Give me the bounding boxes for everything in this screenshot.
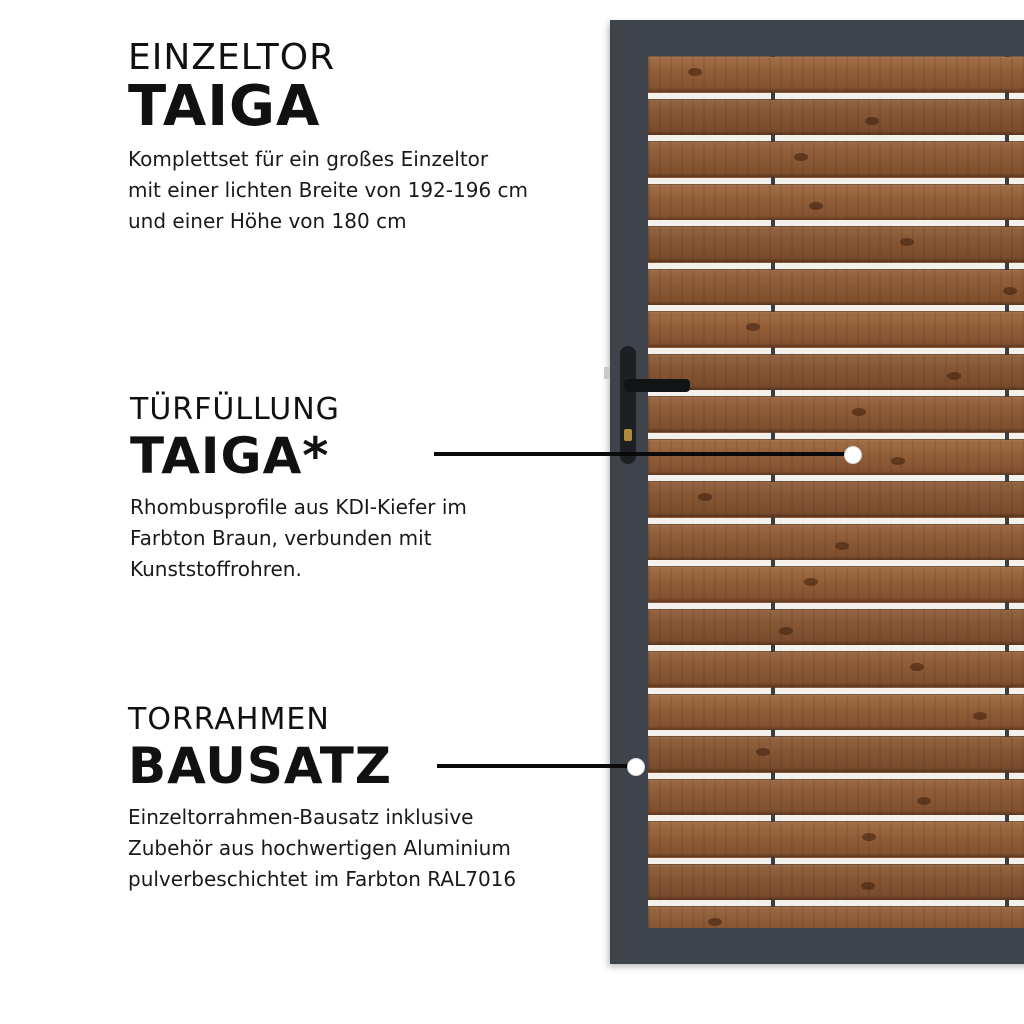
connector-tube: [1005, 602, 1009, 610]
wood-knot: [891, 457, 905, 465]
gate-infill-boards: [648, 56, 1024, 928]
wood-knot: [804, 578, 818, 586]
connector-tube: [1005, 474, 1009, 482]
connector-tube: [771, 134, 775, 142]
wood-slat: [648, 311, 1024, 347]
wood-knot: [746, 323, 760, 331]
tube-gap: [648, 518, 1024, 524]
tube-gap: [648, 730, 1024, 736]
gate-frame: [610, 20, 1024, 964]
section-torrahmen: [128, 702, 588, 895]
wood-knot: [900, 238, 914, 246]
connector-tube: [1005, 347, 1009, 355]
wood-slat: [648, 609, 1024, 645]
connector-tube: [771, 474, 775, 482]
tube-gap: [648, 263, 1024, 269]
description-line: pulverbeschichtet im Farbton RAL7016: [128, 867, 517, 891]
connector-tube: [1005, 857, 1009, 865]
wood-knot: [688, 68, 702, 76]
wood-knot: [779, 627, 793, 635]
wood-slat: [648, 226, 1024, 262]
connector-tube: [1005, 304, 1009, 312]
tube-gap: [648, 135, 1024, 141]
connector-tube: [771, 304, 775, 312]
connector-tube: [1005, 517, 1009, 525]
connector-tube: [1005, 729, 1009, 737]
keyhole-icon: [624, 429, 632, 441]
connector-tube: [771, 857, 775, 865]
tube-gap: [648, 220, 1024, 226]
connector-tube: [771, 899, 775, 907]
section-tuerfuellung: [130, 392, 590, 585]
tube-gap: [648, 688, 1024, 694]
wood-slat: [648, 396, 1024, 432]
tube-gap: [648, 815, 1024, 821]
connector-tube: [771, 602, 775, 610]
callout-dot-frame: [627, 758, 645, 776]
tube-gap: [648, 305, 1024, 311]
description-line: und einer Höhe von 180 cm: [128, 209, 407, 233]
latch-bolt: [604, 367, 610, 379]
tube-gap: [648, 390, 1024, 396]
connector-tube: [771, 92, 775, 100]
wood-slat: [648, 99, 1024, 135]
section-description: [128, 144, 588, 237]
wood-knot: [708, 918, 722, 926]
wood-knot: [835, 542, 849, 550]
wood-slat: [648, 821, 1024, 857]
connector-tube: [771, 772, 775, 780]
door-handle-icon: [624, 379, 690, 392]
wood-slat: [648, 184, 1024, 220]
wood-knot: [698, 493, 712, 501]
section-title: BAUSATZ: [128, 737, 393, 795]
tube-gap: [648, 93, 1024, 99]
connector-tube: [771, 262, 775, 270]
connector-tube: [1005, 177, 1009, 185]
wood-slat: [648, 269, 1024, 305]
wood-slat: [648, 906, 1024, 928]
tube-gap: [648, 900, 1024, 906]
connector-tube: [771, 56, 775, 57]
section-kicker: TORRAHMEN: [128, 702, 330, 737]
connector-tube: [1005, 899, 1009, 907]
wood-slat: [648, 736, 1024, 772]
wood-slat: [648, 779, 1024, 815]
connector-tube: [1005, 772, 1009, 780]
connector-tube: [1005, 559, 1009, 567]
wood-slat: [648, 651, 1024, 687]
wood-knot: [852, 408, 866, 416]
connector-tube: [1005, 219, 1009, 227]
wood-knot: [973, 712, 987, 720]
callout-line-infill: [434, 452, 854, 456]
wood-slat: [648, 56, 1024, 92]
connector-tube: [771, 177, 775, 185]
connector-tube: [771, 389, 775, 397]
connector-tube: [771, 432, 775, 440]
section-description: [128, 802, 588, 895]
wood-knot: [756, 748, 770, 756]
connector-tube: [1005, 92, 1009, 100]
wood-slat: [648, 354, 1024, 390]
connector-tube: [771, 687, 775, 695]
description-line: Kunststoffrohren.: [130, 557, 302, 581]
wood-knot: [861, 882, 875, 890]
wood-slat: [648, 864, 1024, 900]
connector-tube: [771, 644, 775, 652]
connector-tube: [771, 814, 775, 822]
connector-tube: [771, 729, 775, 737]
wood-knot: [862, 833, 876, 841]
tube-gap: [648, 645, 1024, 651]
callout-dot-infill: [844, 446, 862, 464]
connector-tube: [1005, 389, 1009, 397]
tube-gap: [648, 178, 1024, 184]
wood-slat: [648, 141, 1024, 177]
description-line: Einzeltorrahmen-Bausatz inklusive: [128, 805, 474, 829]
wood-knot: [947, 372, 961, 380]
connector-tube: [771, 517, 775, 525]
connector-tube: [1005, 432, 1009, 440]
tube-gap: [648, 858, 1024, 864]
description-line: mit einer lichten Breite von 192-196 cm: [128, 178, 528, 202]
tube-gap: [648, 603, 1024, 609]
connector-tube: [771, 559, 775, 567]
wood-slat: [648, 566, 1024, 602]
section-einzeltor: [128, 38, 588, 237]
wood-knot: [917, 797, 931, 805]
wood-knot: [865, 117, 879, 125]
wood-slat: [648, 694, 1024, 730]
callout-line-frame: [437, 764, 633, 768]
connector-tube: [1005, 644, 1009, 652]
section-kicker: TÜRFÜLLUNG: [130, 392, 340, 427]
section-description: [130, 492, 590, 585]
connector-tube: [1005, 687, 1009, 695]
connector-tube: [771, 347, 775, 355]
connector-tube: [1005, 262, 1009, 270]
wood-knot: [794, 153, 808, 161]
connector-tube: [1005, 814, 1009, 822]
wood-slat: [648, 439, 1024, 475]
connector-tube: [1005, 134, 1009, 142]
description-line: Farbton Braun, verbunden mit: [130, 526, 432, 550]
wood-knot: [809, 202, 823, 210]
lock-plate: [620, 346, 636, 464]
tube-gap: [648, 433, 1024, 439]
wood-knot: [910, 663, 924, 671]
connector-tube: [1005, 56, 1009, 57]
description-line: Rhombusprofile aus KDI-Kiefer im: [130, 495, 467, 519]
section-title: TAIGA*: [130, 427, 330, 485]
section-kicker: EINZELTOR: [128, 37, 336, 78]
tube-gap: [648, 773, 1024, 779]
description-line: Komplettset für ein großes Einzeltor: [128, 147, 489, 171]
tube-gap: [648, 560, 1024, 566]
wood-slat: [648, 524, 1024, 560]
tube-gap: [648, 475, 1024, 481]
connector-tube: [771, 219, 775, 227]
description-line: Zubehör aus hochwertigen Aluminium: [128, 836, 511, 860]
section-title: TAIGA: [128, 74, 321, 139]
tube-gap: [648, 348, 1024, 354]
wood-knot: [1003, 287, 1017, 295]
